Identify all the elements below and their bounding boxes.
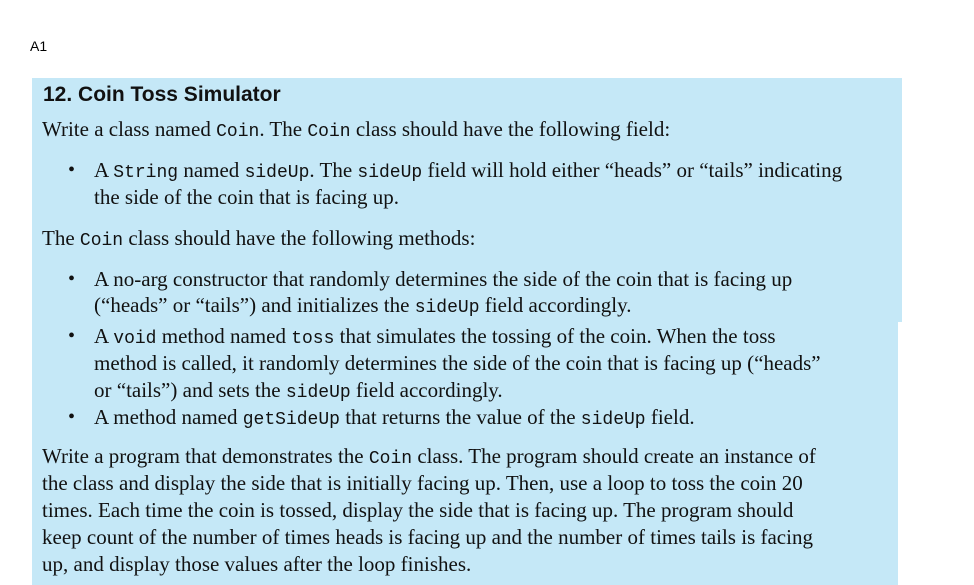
code-string: String <box>113 163 179 183</box>
text: or “tails”) and sets the <box>94 378 286 402</box>
code-coin: Coin <box>368 449 413 469</box>
bullet-dot: • <box>68 159 76 181</box>
code-void: void <box>113 329 157 349</box>
text: Write a class named <box>42 117 217 141</box>
bullet-dot: • <box>68 268 76 290</box>
method3-line1 <box>94 404 695 433</box>
code-sideup: sideUp <box>357 163 423 183</box>
field-bullet-line2: the side of the coin that is facing up. <box>94 185 400 209</box>
method1-line1: A no-arg constructor that randomly determines the side of the coin that is facing up <box>94 267 793 291</box>
code-coin: Coin <box>79 231 124 251</box>
text: field. <box>645 405 695 429</box>
code-sideup: sideUp <box>244 163 310 183</box>
text: . The <box>259 117 308 141</box>
panel-notch <box>898 322 904 585</box>
method2-line1 <box>94 323 776 352</box>
text: method named <box>156 324 292 348</box>
text: that returns the value of the <box>339 405 581 429</box>
code-toss: toss <box>291 329 335 349</box>
text: A method named <box>94 405 243 429</box>
text: class. The program should create an instance of <box>412 444 816 468</box>
text: field accordingly. <box>479 293 632 317</box>
text: The <box>42 226 80 250</box>
code-sideup: sideUp <box>285 383 351 403</box>
text: class should have the following methods: <box>123 226 476 250</box>
code-sideup: sideUp <box>580 410 646 430</box>
field-bullet-line1 <box>94 157 842 186</box>
program-line5: up, and display those values after the loop finishes. <box>42 552 472 576</box>
text: field will hold either “heads” or “tails” indicating <box>422 158 843 182</box>
code-getsideup: getSideUp <box>242 410 340 430</box>
method2-line3 <box>94 377 503 406</box>
text: field accordingly. <box>350 378 503 402</box>
code-coin: Coin <box>307 122 351 142</box>
text: named <box>178 158 245 182</box>
program-line3: times. Each time the coin is tossed, display the side that is facing up. The program should <box>42 498 794 522</box>
intro-line <box>42 116 670 145</box>
code-coin: Coin <box>216 122 260 142</box>
method1-line2 <box>94 292 632 321</box>
text: class should have the following field: <box>350 117 671 141</box>
program-line4: keep count of the number of times heads is facing up and the number of times tails is facing <box>42 525 813 549</box>
text: that simulates the tossing of the coin. When the toss <box>334 324 776 348</box>
program-line1 <box>42 443 816 472</box>
text: (“heads” or “tails”) and initializes the <box>94 293 415 317</box>
methods-intro-line <box>42 225 475 254</box>
text: . The <box>309 158 358 182</box>
text: A <box>94 324 114 348</box>
bullet-dot: • <box>68 325 76 347</box>
method2-line2: method is called, it randomly determines the side of the coin that is facing up (“heads” <box>94 351 821 375</box>
exercise-title: 12. Coin Toss Simulator <box>43 83 281 106</box>
corner-label: A1 <box>30 38 48 54</box>
bullet-dot: • <box>68 406 76 428</box>
code-sideup: sideUp <box>414 298 480 318</box>
text: A <box>94 158 114 182</box>
text: Write a program that demonstrates the <box>42 444 369 468</box>
program-line2: the class and display the side that is initially facing up. Then, use a loop to toss the coin 20 <box>42 471 803 495</box>
